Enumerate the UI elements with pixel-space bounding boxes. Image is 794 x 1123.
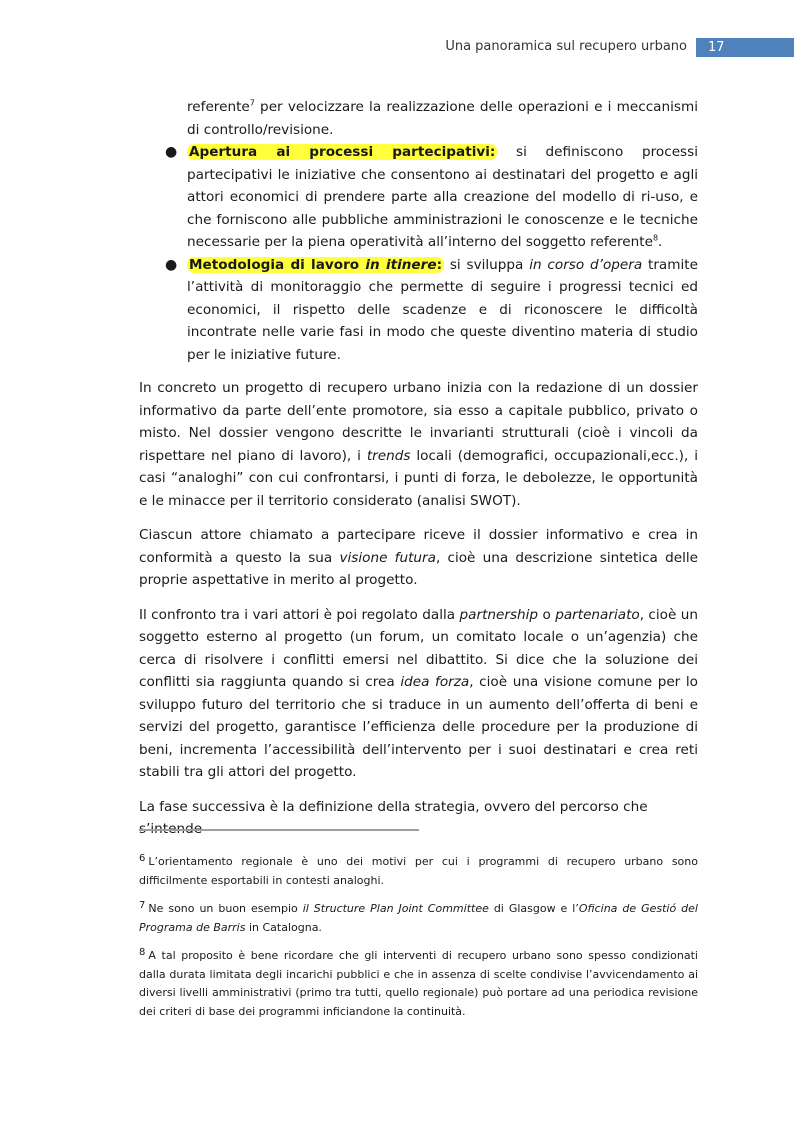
paragraph: Il confronto tra i vari attori è poi regolato dalla partnership o partenariato, cioè un soggetto esterno al progetto (un forum, un comitato locale o un’agenzia) che cerca di risolvere i conflitti emersi nel dibattito. Si dice che la soluzione dei conflitti sia raggiunta quando si crea idea forza, cioè una visione comune per lo sviluppo futuro del territorio che si traduce in un aumento dell’offerta di beni e servizi del progetto, garantisce l’efficienza delle procedure per la produzione di beni, incrementa l’accessibilità dell’intervento per i suoi destinatari e crea reti stabili tra gli attori del progetto. [139, 606, 698, 780]
footnote-ref-7[interactable]: 7 [249, 98, 255, 108]
footnotes [139, 850, 698, 1028]
footnote-8: 8 A tal proposito è bene ricordare che gli interventi di recupero urbano sono spesso condizionati dalla durata limitata degli incarichi pubblici e che in assenza di scelte condivise l’avvicendamento ai diversi livelli amministrativi (primo tra tutti, quello regionale) può portare ad una periodica revisione dei criteri di base dei programmi inficiandone la continuità. [139, 947, 698, 1018]
footnote-separator [139, 829, 419, 831]
body-text [139, 96, 698, 841]
bullet-list [139, 141, 698, 366]
list-item: ● Apertura ai processi partecipativi: si definiscono processi partecipativi le iniziative che consentono ai destinatari del progetto e agli attori economici di prendere parte alla creazione del modello di ri-uso, e che forniscono alle pubbliche amministrazioni le conoscenze e le tecniche necessarie per la piena operatività all’interno del soggetto referente$^8$. [139, 141, 698, 254]
continued-bullet-text: referente$^7$ per velocizzare la realizzazione delle operazioni e i meccanismi di controllo/revisione. [187, 98, 698, 138]
footnote-6: 6 L’orientamento regionale è uno dei motivi per cui i programmi di recupero urbano sono difficilmente esportabili in contesti analoghi. [139, 853, 698, 887]
footnote-7: 7 Ne sono un buon esempio il Structure Plan Joint Committee di Glasgow e l’Oficina de Gestió del Programa de Barris in Catalogna. [139, 900, 698, 934]
paragraph: In concreto un progetto di recupero urbano inizia con la redazione di un dossier informativo da parte dell’ente promotore, sia esso a capitale pubblico, privato o misto. Nel dossier vengono descritte le invarianti strutturali (cioè i vincoli da rispettare nel piano di lavoro), i trends locali (demografici, occupazionali,ecc.), i casi “analoghi” con cui confrontarsi, i punti di forza, le debolezze, le opportunità e le minacce per il territorio considerato (analisi SWOT). [139, 380, 698, 509]
running-header-title: Una panoramica sul recupero urbano [445, 39, 687, 54]
bullet-icon: ● [165, 256, 178, 273]
footnote-ref-8[interactable]: 8 [652, 233, 659, 243]
paragraph: Ciascun attore chiamato a partecipare riceve il dossier informativo e crea in conformità a questo la sua visione futura, cioè una descrizione sintetica delle proprie aspettative in merito al progetto. [139, 527, 698, 588]
highlighted-term: Metodologia di lavoro in itinere: [189, 256, 443, 273]
page-number: 17 [696, 38, 794, 57]
paragraph: La fase successiva è la definizione della strategia, ovvero del percorso che s’intende [139, 798, 648, 837]
list-item: ● Metodologia di lavoro in itinere: si sviluppa in corso d’opera tramite l’attività di monitoraggio che permette di seguire i progressi tecnici ed economici, il rispetto delle scadenze e di riconoscere le difficoltà incontrate nelle varie fasi in modo che queste diventino materia di studio per le iniziative future. [139, 254, 698, 367]
bullet-icon: ● [165, 144, 178, 160]
highlighted-term: Apertura ai processi partecipativi: [189, 144, 496, 160]
